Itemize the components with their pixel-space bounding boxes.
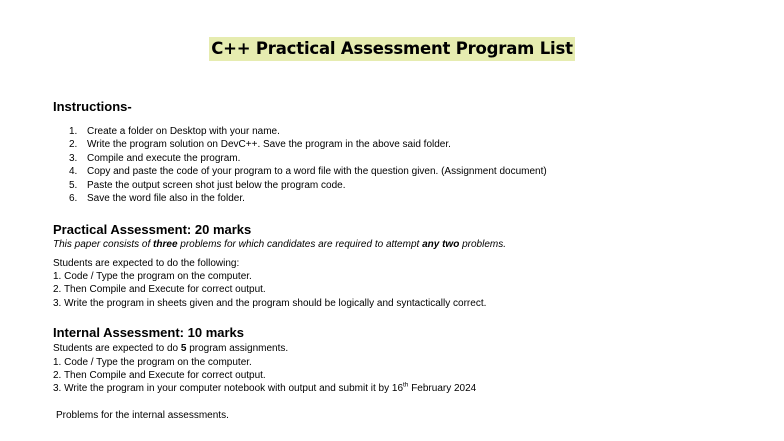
internal-problems-line: Problems for the internal assessments. <box>56 410 229 421</box>
title-container <box>0 37 784 61</box>
list-item: 6. Save the word file also in the folder. <box>69 193 245 205</box>
practical-heading: Practical Assessment: 20 marks <box>53 222 252 237</box>
internal-step: 3. Write the program in your computer notebook with output and submit it by 16th February 2024 <box>53 381 477 394</box>
internal-heading: Internal Assessment: 10 marks <box>53 325 245 340</box>
list-item: 2. Write the program solution on DevC++. Save the program in the above said folder. <box>69 139 451 151</box>
practical-step: 3. Write the program in sheets given and the program should be logically and syntactically correct. <box>53 298 487 309</box>
practical-step: 2. Then Compile and Execute for correct output. <box>53 284 266 295</box>
list-item: 5. Paste the output screen shot just below the program code. <box>69 179 346 191</box>
list-item: 4. Copy and paste the code of your program to a word file with the question given. (Assignment document) <box>69 166 547 178</box>
practical-note: This paper consists of three problems for which candidates are required to attempt any two problems. <box>53 239 506 250</box>
instructions-heading: Instructions- <box>53 99 132 114</box>
internal-step: 2. Then Compile and Execute for correct output. <box>53 370 266 381</box>
practical-intro: Students are expected to do the following: <box>53 258 240 269</box>
list-item: 3. Compile and execute the program. <box>69 152 241 164</box>
page-title: C++ Practical Assessment Program List <box>209 37 575 61</box>
internal-step: 1. Code / Type the program on the computer. <box>53 357 252 368</box>
instructions-list <box>53 125 547 205</box>
practical-step: 1. Code / Type the program on the computer. <box>53 271 252 282</box>
internal-intro: Students are expected to do 5 program assignments. <box>53 343 289 354</box>
list-item: 1. Create a folder on Desktop with your name. <box>69 126 280 137</box>
